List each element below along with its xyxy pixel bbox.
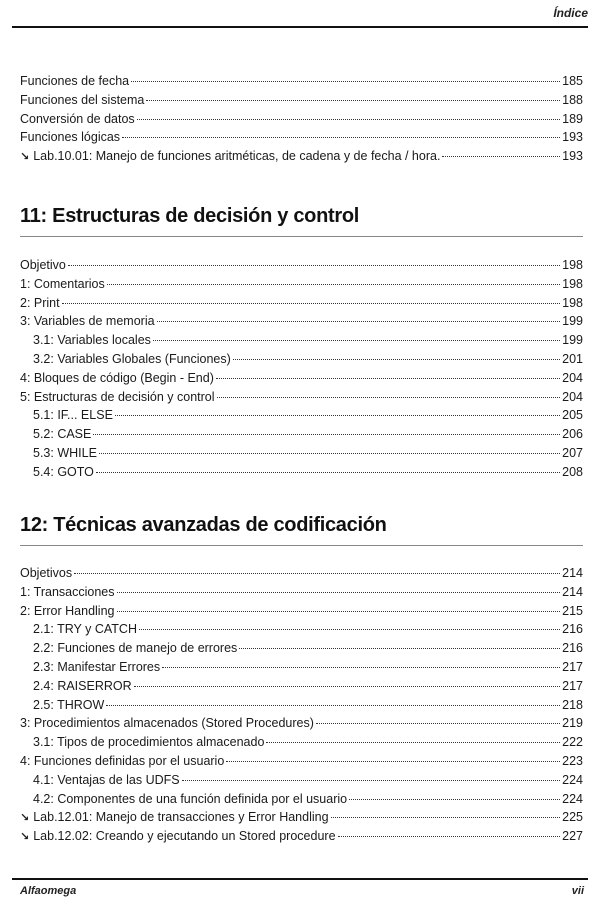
toc-entry-label: 4.1: Ventajas de las UDFS [33, 772, 180, 787]
toc-leader-dots [442, 146, 560, 157]
toc-chapter-12 [20, 564, 583, 846]
toc-entry-label: 4.2: Componentes de una función definida por el usuario [33, 791, 348, 806]
toc-entry-page: 198 [562, 276, 583, 291]
toc-leader-dots [93, 424, 560, 435]
toc-entry-label: Funciones lógicas [20, 130, 121, 145]
toc-entry-page: 216 [562, 622, 583, 637]
toc-leader-dots [74, 563, 560, 574]
toc-leader-dots [331, 807, 561, 818]
toc-entry-label: Objetivo [20, 258, 66, 272]
lab-arrow-icon: ↘ [20, 812, 30, 825]
toc-entry-page: 199 [562, 314, 583, 329]
toc-subentry[interactable] [20, 658, 583, 677]
toc-entry[interactable] [20, 110, 583, 129]
toc-entry-label: 2: Print [20, 295, 60, 310]
toc-subentry[interactable] [20, 790, 583, 809]
toc-leader-dots [122, 127, 560, 138]
toc-entry[interactable] [20, 91, 583, 110]
toc-lab-entry[interactable] [20, 827, 583, 846]
toc-leader-dots [117, 601, 561, 612]
toc-entry[interactable] [20, 72, 583, 91]
toc-entry-label: 2.5: THROW [33, 697, 105, 712]
header-rule [12, 26, 588, 28]
toc-leader-dots [349, 789, 560, 800]
toc-lab-entry[interactable] [20, 147, 583, 166]
toc-entry-page: 205 [562, 408, 583, 423]
toc-entry[interactable] [20, 294, 583, 313]
toc-subentry[interactable] [20, 639, 583, 658]
toc-lab-entry[interactable] [20, 808, 583, 827]
toc-leader-dots [62, 293, 561, 304]
toc-leader-dots [239, 638, 560, 649]
toc-leader-dots [115, 405, 560, 416]
toc-leader-dots [162, 657, 560, 668]
toc-leader-dots [266, 732, 560, 743]
toc-entry-page: 204 [562, 370, 583, 385]
toc-entry-page: 198 [562, 258, 583, 272]
page-header-title: Índice [553, 6, 588, 20]
toc-entry-label: 3.1: Tipos de procedimientos almacenado [33, 735, 265, 750]
toc-subentry[interactable] [20, 331, 583, 350]
toc-entry-page: 224 [562, 772, 583, 787]
toc-leader-dots [107, 274, 560, 285]
toc-entry-page: 217 [562, 659, 583, 674]
lab-arrow-icon: ↘ [20, 831, 30, 844]
toc-entry-label: 3: Procedimientos almacenados (Stored Procedures) [20, 716, 314, 731]
toc-entry-label: 1: Comentarios [20, 276, 105, 291]
toc-entry-page: 214 [562, 566, 583, 580]
toc-leader-dots [153, 330, 560, 341]
toc-leader-dots [134, 676, 561, 687]
toc-subentry[interactable] [20, 771, 583, 790]
toc-leader-dots [226, 751, 560, 762]
toc-entry[interactable] [20, 388, 583, 407]
toc-entry-page: 199 [562, 333, 583, 348]
toc-entry-label: 2.1: TRY y CATCH [33, 622, 137, 637]
toc-entry[interactable] [20, 369, 583, 388]
footer-page-number: vii [571, 885, 584, 897]
footer-publisher: Alfaomega [20, 885, 77, 897]
toc-subentry[interactable] [20, 425, 583, 444]
toc-subentry[interactable] [20, 677, 583, 696]
toc-entry-label: 3.1: Variables locales [33, 333, 151, 348]
toc-entry-label: Funciones de fecha [20, 74, 130, 88]
toc-entry-label: Lab.12.02: Creando y ejecutando un Stored procedure [33, 829, 336, 844]
toc-entry-label: 2.4: RAISERROR [33, 678, 132, 693]
toc-entry-label: 4: Funciones definidas por el usuario [20, 753, 225, 768]
toc-entry-page: 207 [562, 445, 583, 460]
toc-entry-page: 193 [562, 149, 583, 164]
toc-entry-label: 2.3: Manifestar Errores [33, 659, 161, 674]
toc-entry-page: 206 [562, 427, 583, 442]
toc-entry[interactable] [20, 714, 583, 733]
toc-leader-dots [316, 713, 560, 724]
toc-leader-dots [233, 349, 560, 360]
toc-subentry[interactable] [20, 406, 583, 425]
toc-entry-label: 2.2: Funciones de manejo de errores [33, 641, 238, 656]
chapter-12-rule [20, 545, 583, 546]
toc-entry-page: 188 [562, 92, 583, 107]
toc-entry-page: 218 [562, 697, 583, 712]
toc-entry-page: 201 [562, 351, 583, 366]
toc-leader-dots [217, 387, 561, 398]
chapter-11-rule [20, 236, 583, 237]
toc-entry-page: 223 [562, 753, 583, 768]
toc-entry-label: 5.3: WHILE [33, 445, 97, 460]
toc-entry-page: 215 [562, 603, 583, 618]
toc-entry-page: 204 [562, 389, 583, 404]
toc-entry[interactable] [20, 275, 583, 294]
toc-leader-dots [96, 462, 560, 473]
chapter-11-heading: 11: Estructuras de decisión y control [20, 205, 360, 227]
toc-leader-dots [216, 368, 560, 379]
toc-leader-dots [99, 443, 560, 454]
footer-rule [12, 878, 588, 880]
toc-entry-label: Lab.12.01: Manejo de transacciones y Error Handling [33, 810, 329, 825]
toc-entry-label: 1: Transacciones [20, 584, 115, 599]
toc-entry[interactable] [20, 752, 583, 771]
toc-subentry[interactable] [20, 696, 583, 715]
toc-leader-dots [182, 770, 561, 781]
toc-subentry[interactable] [20, 444, 583, 463]
toc-entry-label: 3: Variables de memoria [20, 314, 155, 329]
toc-entry[interactable] [20, 602, 583, 621]
toc-subentry[interactable] [20, 463, 583, 482]
toc-entry-page: 219 [562, 716, 583, 731]
toc-entry[interactable] [20, 256, 583, 275]
toc-entry-page: 193 [562, 130, 583, 145]
toc-entry-label: 5.4: GOTO [33, 464, 94, 479]
toc-entry-label: Lab.10.01: Manejo de funciones aritméticas, de cadena y de fecha / hora. [33, 149, 441, 164]
toc-entry-page: 222 [562, 735, 583, 750]
chapter-12-heading: 12: Técnicas avanzadas de codificación [20, 514, 387, 536]
toc-entry-label: 5.1: IF... ELSE [33, 408, 113, 423]
toc-entry-page: 208 [562, 464, 583, 479]
toc-entry-label: Conversión de datos [20, 111, 135, 126]
toc-chapter-11 [20, 256, 583, 482]
toc-entry-label: Objetivos [20, 566, 73, 580]
toc-leader-dots [106, 695, 560, 706]
toc-leader-dots [338, 826, 561, 837]
toc-entry-label: Funciones del sistema [20, 92, 145, 107]
toc-leader-dots [117, 582, 561, 593]
toc-entry[interactable] [20, 128, 583, 147]
toc-entry-label: 2: Error Handling [20, 603, 115, 618]
toc-entry-page: 216 [562, 641, 583, 656]
toc-entry-page: 185 [562, 74, 583, 88]
toc-subentry[interactable] [20, 350, 583, 369]
toc-leader-dots [137, 109, 560, 120]
toc-entry-label: 5.2: CASE [33, 427, 92, 442]
toc-entry-page: 214 [562, 584, 583, 599]
toc-entry-page: 189 [562, 111, 583, 126]
lab-arrow-icon: ↘ [20, 151, 30, 164]
toc-entry-page: 198 [562, 295, 583, 310]
toc-leader-dots [157, 311, 561, 322]
toc-entry-page: 227 [562, 829, 583, 844]
toc-entry-page: 225 [562, 810, 583, 825]
toc-entry-label: 4: Bloques de código (Begin - End) [20, 370, 214, 385]
toc-subentry[interactable] [20, 733, 583, 752]
toc-entry[interactable] [20, 583, 583, 602]
toc-entry[interactable] [20, 312, 583, 331]
toc-section-top [20, 72, 583, 166]
toc-leader-dots [146, 90, 560, 101]
toc-entry-page: 224 [562, 791, 583, 806]
toc-subentry[interactable] [20, 620, 583, 639]
toc-entry-label: 3.2: Variables Globales (Funciones) [33, 351, 231, 366]
toc-entry-page: 217 [562, 678, 583, 693]
toc-entry[interactable] [20, 564, 583, 583]
toc-leader-dots [131, 71, 560, 82]
toc-leader-dots [68, 255, 560, 266]
toc-leader-dots [139, 619, 560, 630]
toc-entry-label: 5: Estructuras de decisión y control [20, 389, 215, 404]
